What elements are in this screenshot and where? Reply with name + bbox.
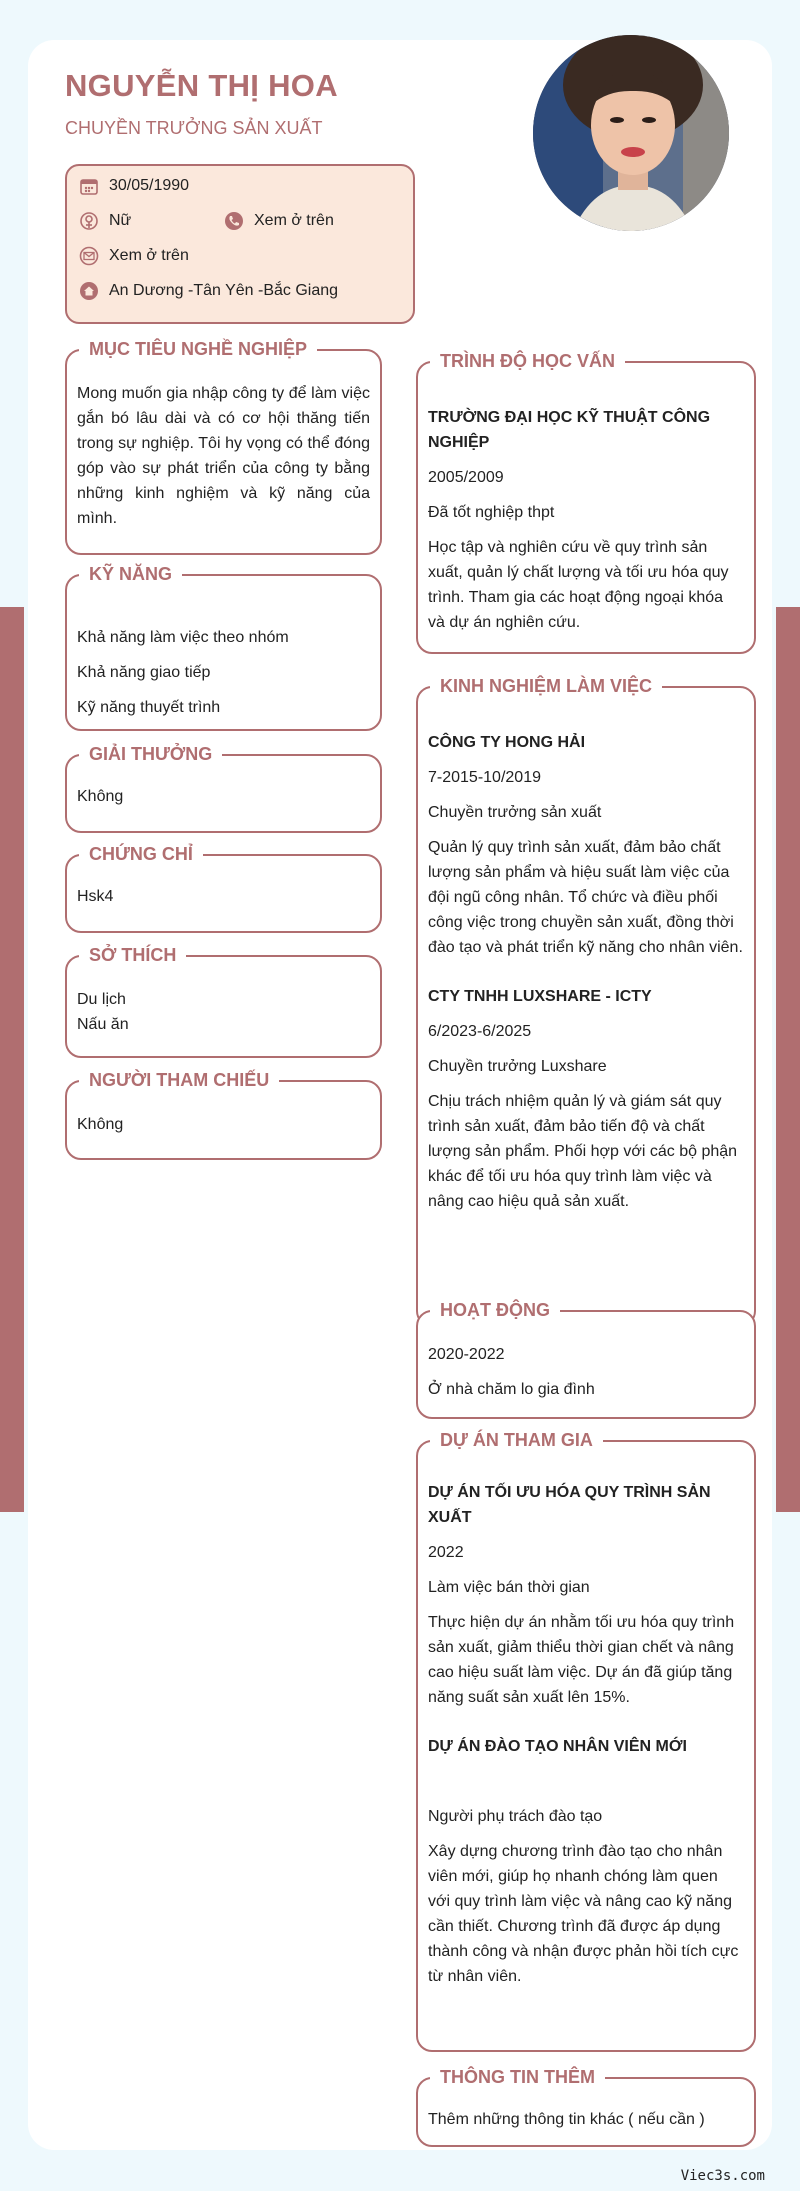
section-title: SỞ THÍCH (79, 942, 186, 968)
contact-info-box (65, 164, 415, 324)
section-title: KỸ NĂNG (79, 561, 182, 587)
projects-body (428, 1480, 744, 1989)
experience-section (416, 676, 756, 1327)
company-name: CTY TNHH LUXSHARE - ICTY (428, 988, 652, 1005)
education-body (428, 405, 744, 635)
address-value: An Dương -Tân Yên -Bắc Giang (109, 282, 339, 299)
home-icon (79, 281, 99, 301)
project-name: DỰ ÁN TỐI ƯU HÓA QUY TRÌNH SẢN XUẤT (428, 1484, 711, 1526)
project-period: 2022 (428, 1544, 464, 1561)
education-desc: Học tập và nghiên cứu về quy trình sản xuất, quản lý chất lượng và tối ưu hóa quy trình. Tham gia các hoạt động ngoại khóa và dự án nghiên cứu. (428, 539, 729, 631)
email-row (79, 246, 189, 266)
hobbies-list (77, 987, 370, 1037)
job-position: Chuyền trưởng Luxshare (428, 1058, 607, 1075)
company-name: CÔNG TY HONG HẢI (428, 734, 586, 751)
activities-section (416, 1300, 756, 1419)
job-position: Chuyền trưởng sản xuất (428, 804, 602, 821)
calendar-icon (79, 176, 99, 196)
job-desc: Quản lý quy trình sản xuất, đảm bảo chất lượng sản phẩm và hiệu suất làm việc của đội ngũ công nhân. Tổ chức và điều phối công việc trong chuyền sản xuất, đồng thời đào tạo và phát triển kỹ năng cho nhân viên. (428, 839, 743, 956)
hobbies-section (65, 945, 382, 1058)
experience-body (428, 730, 744, 1214)
list-item: Du lịch (77, 991, 126, 1008)
school-name: TRƯỜNG ĐẠI HỌC KỸ THUẬT CÔNG NGHIỆP (428, 409, 711, 451)
section-title: CHỨNG CHỈ (79, 841, 203, 867)
list-item (428, 730, 744, 960)
left-decor-bar (0, 607, 24, 1512)
section-title: NGƯỜI THAM CHIẾU (79, 1067, 279, 1093)
job-desc: Chịu trách nhiệm quản lý và giám sát quy trình sản xuất, đảm bảo tiến độ và chất lượng sản phẩm. Phối hợp với các bộ phận khác để tối ưu hóa quy trình làm việc và nâng cao hiệu quả sản xuất. (428, 1093, 738, 1210)
watermark: Viec3s.com (680, 2168, 765, 2184)
right-decor-bar (776, 607, 800, 1512)
birthdate-value: 30/05/1990 (109, 177, 190, 194)
education-status: Đã tốt nghiệp thpt (428, 504, 555, 521)
phone-row (224, 211, 334, 231)
list-item: Khả năng làm việc theo nhóm (77, 629, 289, 646)
address-row (79, 281, 338, 301)
section-title: GIẢI THƯỞNG (79, 741, 222, 767)
section-title: HOẠT ĐỘNG (430, 1297, 560, 1323)
project-name: DỰ ÁN ĐÀO TẠO NHÂN VIÊN MỚI (428, 1738, 687, 1755)
more-info-text: Thêm những thông tin khác ( nếu cần ) (428, 2111, 705, 2128)
candidate-name: NGUYỄN THỊ HOA (65, 68, 338, 103)
list-item: Kỹ năng thuyết trình (77, 699, 221, 716)
project-role: Làm việc bán thời gian (428, 1579, 590, 1596)
awards-section (65, 744, 382, 833)
job-period: 6/2023-6/2025 (428, 1023, 532, 1040)
section-title: THÔNG TIN THÊM (430, 2064, 605, 2090)
list-item (428, 1480, 744, 1710)
more-info-section (416, 2067, 756, 2147)
skills-section (65, 564, 382, 731)
job-period: 7-2015-10/2019 (428, 769, 541, 786)
skills-list (77, 620, 370, 725)
project-desc: Xây dựng chương trình đào tạo cho nhân viên mới, giúp họ nhanh chóng làm quen với quy trình làm việc và nâng cao kỹ năng cần thiết. Chương trình đã được áp dụng thành công và nhận được phản hồi tích cực từ nhân viên. (428, 1843, 739, 1985)
section-title: DỰ ÁN THAM GIA (430, 1427, 603, 1453)
section-title: TRÌNH ĐỘ HỌC VẤN (430, 348, 625, 374)
references-text: Không (77, 1116, 124, 1133)
cv-page (28, 40, 772, 2150)
list-item (428, 984, 744, 1214)
mail-icon (79, 246, 99, 266)
section-title: KINH NGHIỆM LÀM VIỆC (430, 673, 662, 699)
education-section (416, 351, 756, 654)
avatar (533, 35, 729, 231)
project-period (428, 1769, 744, 1794)
gender-row (79, 211, 131, 231)
gender-value: Nữ (109, 212, 132, 229)
projects-section (416, 1430, 756, 2052)
activities-body (428, 1342, 744, 1402)
activity-period: 2020-2022 (428, 1346, 505, 1363)
certificates-text: Hsk4 (77, 888, 114, 905)
project-desc: Thực hiện dự án nhằm tối ưu hóa quy trình sản xuất, giảm thiểu thời gian chết và nâng cao hiệu suất làm việc. Dự án đã giúp tăng năng suất sản xuất lên 15%. (428, 1614, 735, 1706)
references-section (65, 1070, 382, 1160)
phone-value: Xem ở trên (254, 212, 334, 229)
project-role: Người phụ trách đào tạo (428, 1808, 603, 1825)
gender-icon (79, 211, 99, 231)
phone-icon (224, 211, 244, 231)
list-item: Nấu ăn (77, 1016, 129, 1033)
list-item (428, 1734, 744, 1989)
objective-section (65, 339, 382, 555)
list-item: Khả năng giao tiếp (77, 664, 211, 681)
objective-text: Mong muốn gia nhập công ty để làm việc gắn bó lâu dài và có cơ hội thăng tiến trong sự nghiệp. Tôi hy vọng có thể đóng góp vào sự phát triển của công ty bằng những kinh nghiệm và kỹ năng của mình. (77, 385, 370, 527)
section-title: MỤC TIÊU NGHỀ NGHIỆP (79, 336, 317, 362)
activity-desc: Ở nhà chăm lo gia đình (428, 1381, 595, 1398)
education-period: 2005/2009 (428, 469, 504, 486)
birthdate-row (79, 176, 189, 196)
candidate-title: CHUYỀN TRƯỞNG SẢN XUẤT (65, 118, 323, 138)
email-value: Xem ở trên (109, 247, 189, 264)
certificates-section (65, 844, 382, 933)
awards-text: Không (77, 788, 124, 805)
